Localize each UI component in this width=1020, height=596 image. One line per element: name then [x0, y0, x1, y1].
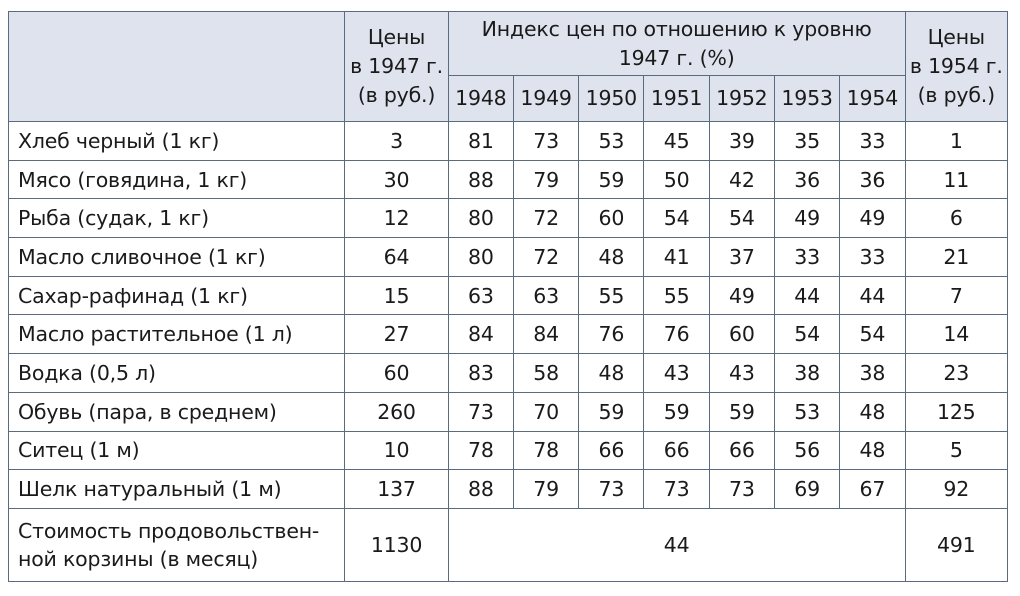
index-value: 55: [644, 276, 709, 315]
basket-index: 44: [448, 508, 905, 581]
index-value: 41: [644, 238, 709, 277]
index-value: 50: [644, 160, 709, 199]
header-index-line: Индекс цен по отношению к уровню: [481, 16, 872, 41]
index-value: 42: [709, 160, 774, 199]
index-value: 59: [644, 392, 709, 431]
header-year: 1953: [774, 76, 839, 122]
item-name: Ситец (1 м): [9, 431, 345, 470]
table-row: [9, 160, 1008, 199]
index-value: 54: [709, 199, 774, 238]
price-1947: 260: [345, 392, 448, 431]
header-price-1954-line: в 1954 г.: [909, 54, 1003, 78]
header-year: 1951: [644, 76, 709, 122]
price-1947: 27: [345, 315, 448, 354]
index-value: 44: [840, 276, 905, 315]
index-value: 83: [448, 354, 513, 393]
table-row: [9, 276, 1008, 315]
header-price-1954-line: (в руб.): [917, 83, 995, 107]
header-year: 1952: [709, 76, 774, 122]
index-value: 84: [513, 315, 578, 354]
price-1954: 92: [905, 470, 1007, 509]
item-name: Хлеб черный (1 кг): [9, 122, 345, 161]
price-1954: 7: [905, 276, 1007, 315]
price-1954: 5: [905, 431, 1007, 470]
index-value: 70: [513, 392, 578, 431]
index-value: 78: [513, 431, 578, 470]
index-value: 73: [579, 470, 644, 509]
table-body: [9, 122, 1008, 582]
item-name: Шелк натуральный (1 м): [9, 470, 345, 509]
item-name: Рыба (судак, 1 кг): [9, 199, 345, 238]
index-value: 43: [644, 354, 709, 393]
price-1954: 14: [905, 315, 1007, 354]
price-index-table: [8, 11, 1008, 582]
price-1947: 137: [345, 470, 448, 509]
price-1947: 12: [345, 199, 448, 238]
table-row: [9, 354, 1008, 393]
index-value: 49: [840, 199, 905, 238]
index-value: 48: [579, 238, 644, 277]
index-value: 79: [513, 160, 578, 199]
index-value: 49: [709, 276, 774, 315]
header-year: 1954: [840, 76, 905, 122]
price-1947: 10: [345, 431, 448, 470]
index-value: 76: [644, 315, 709, 354]
index-value: 48: [840, 431, 905, 470]
index-value: 80: [448, 199, 513, 238]
index-value: 53: [774, 392, 839, 431]
price-1947: 60: [345, 354, 448, 393]
index-value: 33: [840, 122, 905, 161]
index-value: 53: [579, 122, 644, 161]
index-value: 60: [579, 199, 644, 238]
index-value: 80: [448, 238, 513, 277]
index-value: 84: [448, 315, 513, 354]
header-price-1954-line: Цены: [927, 25, 985, 49]
index-value: 81: [448, 122, 513, 161]
price-1947: 30: [345, 160, 448, 199]
index-value: 59: [579, 160, 644, 199]
index-value: 60: [709, 315, 774, 354]
table-row: [9, 470, 1008, 509]
index-value: 54: [840, 315, 905, 354]
index-value: 66: [579, 431, 644, 470]
item-name: Водка (0,5 л): [9, 354, 345, 393]
index-value: 72: [513, 238, 578, 277]
table-row: [9, 431, 1008, 470]
index-value: 73: [644, 470, 709, 509]
index-value: 38: [774, 354, 839, 393]
index-value: 49: [774, 199, 839, 238]
index-value: 73: [448, 392, 513, 431]
index-value: 58: [513, 354, 578, 393]
table-row: [9, 392, 1008, 431]
index-value: 59: [579, 392, 644, 431]
header-index-title: [448, 12, 905, 76]
index-value: 88: [448, 160, 513, 199]
header-price-1947: [345, 12, 448, 122]
index-value: 45: [644, 122, 709, 161]
basket-price-1947: 1130: [345, 508, 448, 581]
price-1954: 23: [905, 354, 1007, 393]
index-value: 69: [774, 470, 839, 509]
item-name: Масло растительное (1 л): [9, 315, 345, 354]
price-table-container: [8, 11, 1008, 582]
item-name: Мясо (говядина, 1 кг): [9, 160, 345, 199]
table-row-basket: [9, 508, 1008, 581]
index-value: 54: [774, 315, 839, 354]
price-1947: 15: [345, 276, 448, 315]
header-index-line: 1947 г. (%): [618, 45, 735, 70]
index-value: 72: [513, 199, 578, 238]
basket-price-1954: 491: [905, 508, 1007, 581]
index-value: 78: [448, 431, 513, 470]
price-1954: 21: [905, 238, 1007, 277]
index-value: 38: [840, 354, 905, 393]
index-value: 67: [840, 470, 905, 509]
index-value: 39: [709, 122, 774, 161]
table-row: [9, 315, 1008, 354]
basket-name-line: ной корзины (в месяц): [18, 546, 259, 571]
index-value: 36: [840, 160, 905, 199]
index-value: 79: [513, 470, 578, 509]
index-value: 66: [709, 431, 774, 470]
index-value: 35: [774, 122, 839, 161]
header-price-1947-line: Цены: [367, 25, 426, 49]
index-value: 56: [774, 431, 839, 470]
price-1947: 64: [345, 238, 448, 277]
index-value: 73: [513, 122, 578, 161]
basket-name-line: Стоимость продовольствен-: [18, 518, 320, 543]
index-value: 73: [709, 470, 774, 509]
index-value: 54: [644, 199, 709, 238]
index-value: 33: [840, 238, 905, 277]
index-value: 55: [579, 276, 644, 315]
index-value: 76: [579, 315, 644, 354]
index-value: 59: [709, 392, 774, 431]
item-name: Обувь (пара, в среднем): [9, 392, 345, 431]
index-value: 88: [448, 470, 513, 509]
header-year: 1948: [448, 76, 513, 122]
item-name: Масло сливочное (1 кг): [9, 238, 345, 277]
table-row: [9, 199, 1008, 238]
price-1954: 125: [905, 392, 1007, 431]
table-row: [9, 122, 1008, 161]
header-year: 1949: [513, 76, 578, 122]
header-price-1947-line: в 1947 г.: [350, 54, 443, 78]
index-value: 43: [709, 354, 774, 393]
item-name: Сахар-рафинад (1 кг): [9, 276, 345, 315]
index-value: 48: [579, 354, 644, 393]
index-value: 63: [448, 276, 513, 315]
price-1954: 11: [905, 160, 1007, 199]
basket-name: [9, 508, 345, 581]
price-1947: 3: [345, 122, 448, 161]
header-item-column: [9, 12, 345, 122]
index-value: 33: [774, 238, 839, 277]
price-1954: 6: [905, 199, 1007, 238]
header-year: 1950: [579, 76, 644, 122]
index-value: 63: [513, 276, 578, 315]
index-value: 48: [840, 392, 905, 431]
index-value: 36: [774, 160, 839, 199]
header-price-1947-line: (в руб.): [357, 83, 436, 107]
table-row: [9, 238, 1008, 277]
index-value: 66: [644, 431, 709, 470]
index-value: 44: [774, 276, 839, 315]
price-1954: 1: [905, 122, 1007, 161]
header-price-1954: [905, 12, 1007, 122]
index-value: 37: [709, 238, 774, 277]
